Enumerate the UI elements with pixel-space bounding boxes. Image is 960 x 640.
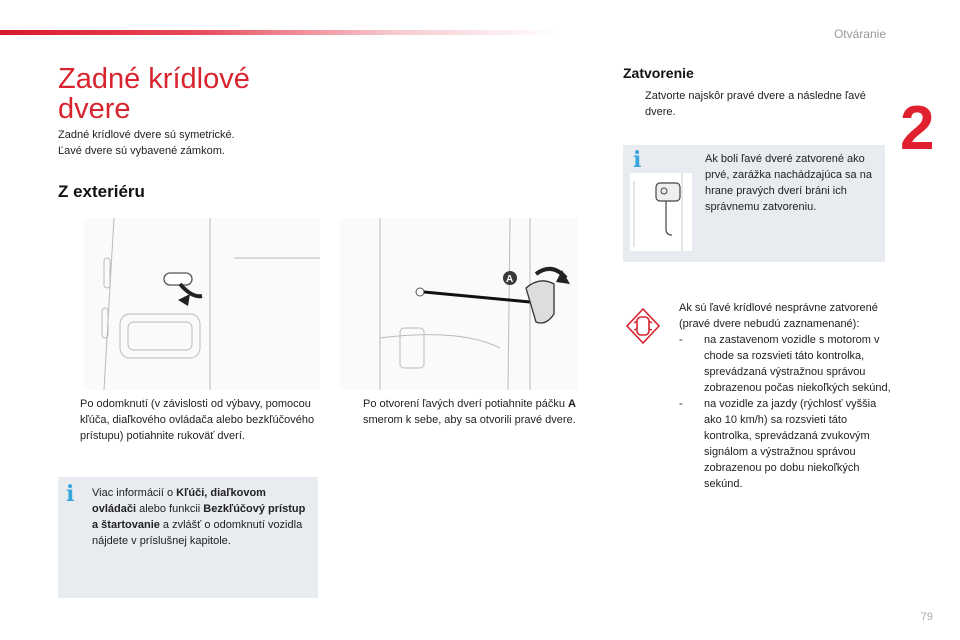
stopper-drawing xyxy=(630,173,692,251)
warning-item-2-text: na vozidle za jazdy (rýchlosť vyššia ako 10 km/h) sa rozsvieti táto kontrolka, sprevádzaná zvukovým signálom a výstražnou správou zobrazenou po dobu niekoľkých sekúnd. xyxy=(704,398,877,490)
warning-intro: Ak sú ľavé krídlové nesprávne zatvorené (pravé dvere nebudú zaznamenané): xyxy=(679,302,878,330)
intro-line2: Ľavé dvere sú vybavené zámkom. xyxy=(58,145,225,157)
info-text-2: alebo funkcii xyxy=(136,503,204,515)
door-handle-drawing xyxy=(84,218,320,390)
warning-item-2 xyxy=(679,396,894,492)
intro-line1: Zadné krídlové dvere sú symetrické. xyxy=(58,129,235,141)
closing-heading: Zatvorenie xyxy=(623,65,694,81)
lever-a-illustration xyxy=(340,218,578,390)
lever-label-a: A xyxy=(506,274,514,285)
info-icon: i xyxy=(66,481,75,507)
door-warning-block xyxy=(623,300,893,540)
exterior-heading: Z exteriéru xyxy=(58,182,145,201)
page-number: 79 xyxy=(920,611,933,623)
bullet2-post: smerom k sebe, aby sa otvorili pravé dvere. xyxy=(363,414,576,426)
bullet2-bold: A xyxy=(568,398,576,410)
door-warning-text xyxy=(679,300,894,492)
info-box-keys xyxy=(58,477,318,598)
info-box-stopper-text: Ak boli ľavé dveré zatvorené ako prvé, zarážka nachádzajúca sa na hrane pravých dverí bráni ich správnemu zatvoreniu. xyxy=(705,153,872,213)
info-box-keys-text xyxy=(92,485,310,549)
stopper-thumbnail xyxy=(630,173,692,251)
intro-text xyxy=(58,127,318,159)
page-title-line1: Zadné krídlové xyxy=(58,63,250,95)
door-handle-illustration xyxy=(84,218,320,390)
page-title xyxy=(58,64,318,124)
exterior-bullet-2-text xyxy=(363,396,591,428)
door-open-warning-icon xyxy=(626,308,660,344)
lever-a-drawing xyxy=(340,218,578,390)
info-bold-2: Bezkľúčový prístup a štartovanie xyxy=(92,503,306,531)
page-title-line2: dvere xyxy=(58,93,131,125)
chapter-number: 2 xyxy=(900,94,935,163)
closing-bullet-1-text: Zatvorte najskôr pravé dvere a následne ľavé dvere. xyxy=(645,90,866,118)
section-name: Otváranie xyxy=(833,27,886,41)
exterior-bullet-1-text: Po odomknutí (v závislosti od výbavy, pomocou kľúča, diaľkového ovládača alebo bezkľúčového prístupu) potiahnite rukoväť dverí. xyxy=(80,398,315,442)
info-box-stopper xyxy=(623,145,885,262)
info-text-1: Viac informácií o xyxy=(92,487,177,499)
header-accent-bar xyxy=(0,30,560,35)
warning-item-1 xyxy=(679,332,894,396)
info-bold-1: Kľúči, diaľkovom ovládači xyxy=(92,487,266,515)
info-text-3: a zvlášť o odomknutí vozidla nájdete v príslušnej kapitole. xyxy=(92,519,303,547)
dash-marker: - xyxy=(679,398,683,410)
bullet2-pre: Po otvorení ľavých dverí potiahnite páčku xyxy=(363,398,568,410)
dash-marker: - xyxy=(679,334,683,346)
info-icon: i xyxy=(633,147,642,173)
warning-item-1-text: na zastavenom vozidle s motorom v chode sa rozsvieti táto kontrolka, sprevádzaná výstražnou správou zobrazenou počas niekoľkých sekúnd, xyxy=(704,334,891,394)
